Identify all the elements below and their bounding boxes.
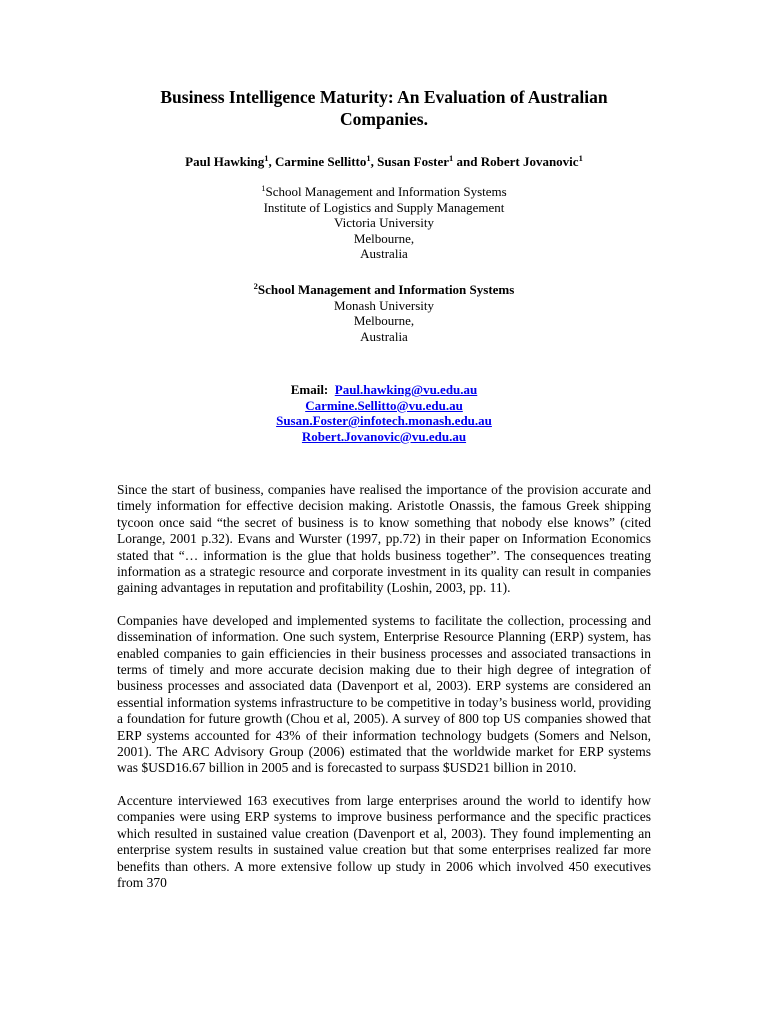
author-name: Carmine Sellitto [275, 154, 367, 169]
author-name: Paul Hawking [185, 154, 265, 169]
affiliation-line: $^1$School Management and Information Systems [261, 183, 507, 199]
affiliation-1 [117, 184, 651, 262]
affiliation-2 [117, 282, 651, 344]
affiliation-line: Melbourne, [353, 230, 415, 246]
author-name: Susan Foster [377, 154, 449, 169]
body-paragraph: Since the start of business, companies have realised the importance of the provision accurate and timely information for effective decision making. Aristotle Onassis, the famous Greek shipping tycoon once said “the secret of business is to know something that nobody else knows” (cited Lorange, 2001 p.32). Evans and Wurster (1997, pp.72) in their paper on Information Economics stated that “… information is the glue that holds business together”. The consequences treating information as a strategic resource and corporate investment in its quality can result in companies gaining advantages in reputation and profitability (Loshin, 2003, pp. 11). [117, 481, 651, 596]
affiliation-line: Monash University [333, 297, 435, 313]
author-list: Paul Hawking$^1$, Carmine Sellitto$^1$, Susan Foster$^1$ and Robert Jovanovic$^1$ [185, 153, 583, 169]
affiliation-line: Victoria University [334, 215, 434, 231]
affiliation-line: Melbourne, [353, 313, 415, 329]
author-affiliation-mark: 1 [264, 153, 269, 163]
body-text [117, 482, 651, 891]
author-affiliation-mark: 1 [578, 153, 583, 163]
email-link[interactable]: Robert.Jovanovic@vu.edu.au [301, 428, 467, 444]
email-label: Email: [290, 382, 329, 398]
author-affiliation-mark: 1 [366, 153, 371, 163]
affiliation-line: $^2$School Management and Information Systems [253, 280, 515, 297]
author-name: Robert Jovanovic [480, 154, 579, 169]
email-block [117, 382, 651, 444]
body-paragraph: Accenture interviewed 163 executives from large enterprises around the world to identify how companies were using ERP systems to improve business performance and the specific practices which resulted in sustained value creation (Davenport et al, 2003). They found implementing an enterprise system results in sustained value creation but that some enterprises realized far more benefits than others. A more extensive follow up study in 2006 which involved 450 executives from 370 [117, 792, 651, 890]
email-link[interactable]: Susan.Foster@infotech.monash.edu.au [276, 413, 492, 429]
affiliation-line: Institute of Logistics and Supply Management [263, 199, 505, 215]
body-paragraph: Companies have developed and implemented systems to facilitate the collection, processing and dissemination of information. One such system, Enterprise Resource Planning (ERP) system, has enabled companies to gain efficiencies in their business processes and associated transactions in terms of timely and more accurate decision making due to their high degree of integration of business processes and associated data (Davenport et al, 2003). ERP systems are considered an essential information systems infrastructure to be competitive in today’s business world, providing a foundation for future growth (Chou et al, 2005). A survey of 800 top US companies showed that ERP systems accounted for 43% of their information technology budgets (Somers and Nelson, 2001). The ARC Advisory Group (2006) estimated that the worldwide market for ERP systems was $USD16.67 billion in 2005 and is forecasted to surpass $USD21 billion in 2010. [117, 612, 651, 776]
author-affiliation-mark: 1 [449, 153, 454, 163]
affiliation-line: Australia [360, 246, 408, 262]
paper-title: Business Intelligence Maturity: An Evaluation of Australian Companies. [160, 87, 608, 129]
email-link[interactable]: Carmine.Sellitto@vu.edu.au [305, 397, 463, 413]
affiliation-line: Australia [360, 328, 408, 344]
email-link[interactable]: Paul.hawking@vu.edu.au [334, 382, 478, 398]
